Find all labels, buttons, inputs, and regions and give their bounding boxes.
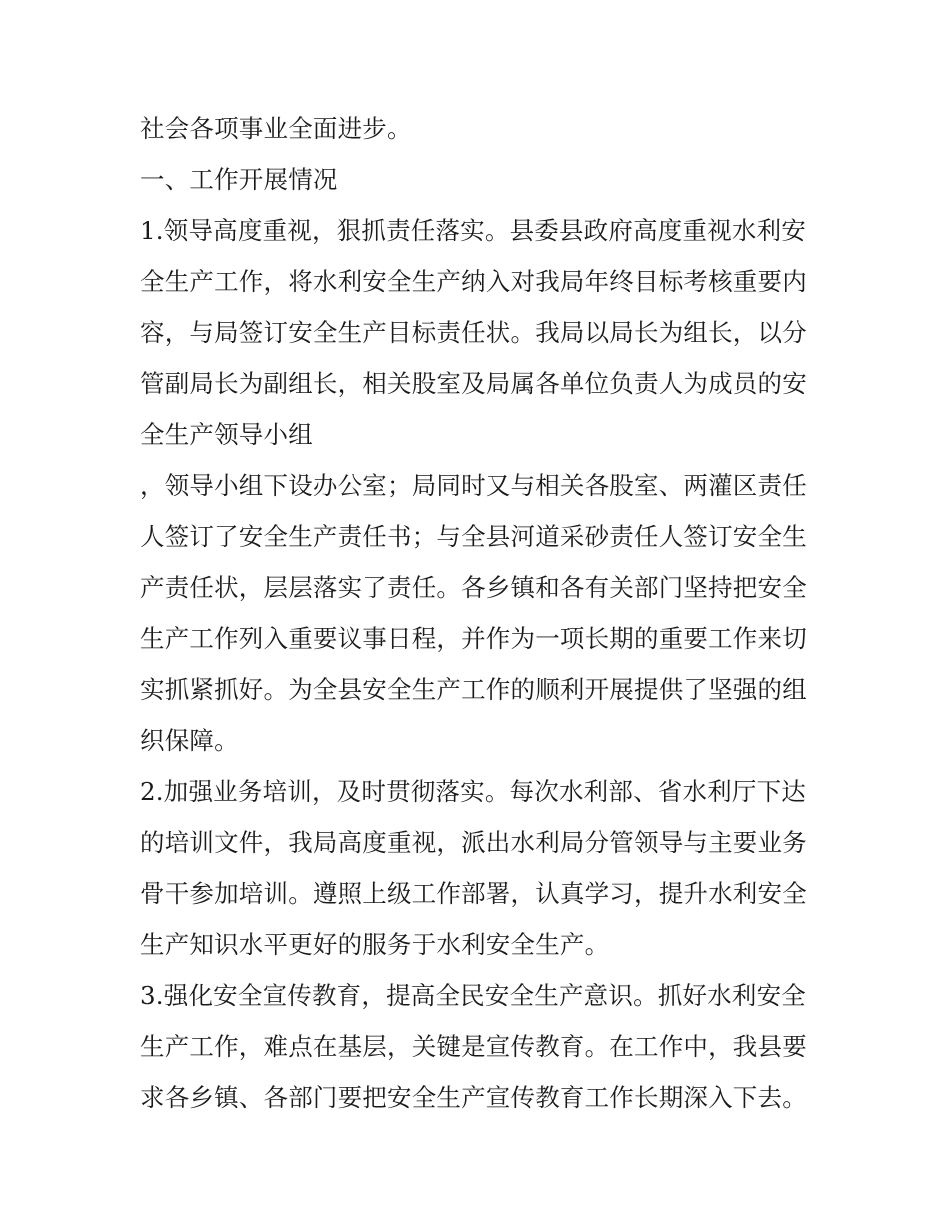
- text-line: 3.强化安全宣传教育，提高全民安全生产意识。抓好水利安全: [140, 981, 806, 1010]
- text-line: 生产知识水平更好的服务于水利安全生产。: [140, 930, 610, 959]
- text-line: 容，与局签订安全生产目标责任状。我局以局长为组长，以分: [140, 318, 807, 347]
- text-line: 求各乡镇、各部门要把安全生产宣传教育工作长期深入下去。: [140, 1083, 807, 1112]
- text-line: 人签订了安全生产责任书；与全县河道采砂责任人签订安全生: [140, 522, 807, 551]
- text-line: 社会各项事业全面进步。: [140, 114, 412, 143]
- text-line: 织保障。: [140, 726, 239, 755]
- text-line: 2.加强业务培训，及时贯彻落实。每次水利部、省水利厅下达: [140, 777, 806, 806]
- text-line: 生产工作列入重要议事日程，并作为一项长期的重要工作来切: [140, 624, 807, 653]
- section-heading: 一、工作开展情况: [140, 165, 338, 194]
- text-line: 的培训文件，我局高度重视，派出水利局分管领导与主要业务: [140, 828, 807, 857]
- document-body: [140, 103, 815, 1123]
- text-line: 实抓紧抓好。为全县安全生产工作的顺利开展提供了坚强的组: [140, 675, 807, 704]
- text-line: 1.领导高度重视，狠抓责任落实。县委县政府高度重视水利安: [140, 216, 806, 245]
- text-line: 全生产工作，将水利安全生产纳入对我局年终目标考核重要内: [140, 267, 807, 296]
- text-line: ，领导小组下设办公室；局同时又与相关各股室、两灌区责任: [140, 471, 807, 500]
- text-line: 全生产领导小组: [140, 420, 313, 449]
- text-line: 生产工作，难点在基层，关键是宣传教育。在工作中，我县要: [140, 1032, 807, 1061]
- text-line: 骨干参加培训。遵照上级工作部署，认真学习，提升水利安全: [140, 879, 807, 908]
- text-line: 管副局长为副组长，相关股室及局属各单位负责人为成员的安: [140, 369, 807, 398]
- text-line: 产责任状，层层落实了责任。各乡镇和各有关部门坚持把安全: [140, 573, 807, 602]
